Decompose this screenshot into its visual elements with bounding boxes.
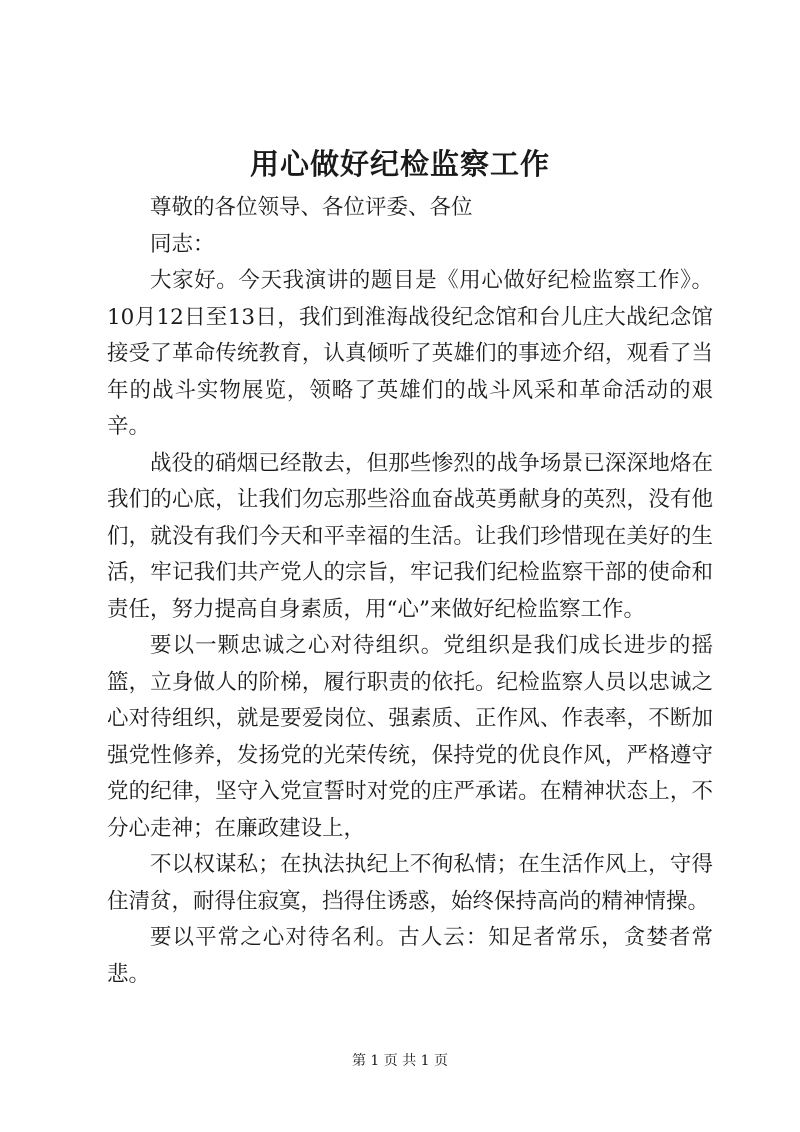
paragraph-fame: 要以平常之心对待名利。古人云：知足者常乐，贪婪者常悲。: [107, 925, 713, 987]
document-title: 用心做好纪检监察工作: [249, 147, 550, 181]
paragraph-salutation: 尊敬的各位领导、各位评委、各位: [150, 195, 473, 220]
paragraph-salutation-cont: 同志：: [150, 231, 215, 257]
page-number-footer: 第 1 页 共 1 页: [351, 1053, 449, 1069]
paragraph-history: 战役的硝烟已经散去，但那些惨烈的战争场景已深深地烙在我们的心底，让我们勿忘那些浴血奋战英勇献身的英烈，没有他们，就没有我们今天和平幸福的生活。让我们珍惜现在美好的生活，牢记我们共产党人的宗旨，牢记我们纪检监察干部的使命和责任，努力提高自身素质，用“心”来做好纪检监察工作。: [107, 450, 713, 622]
paragraph-integrity: 不以权谋私；在执法执纪上不徇私情；在生活作风上，守得住清贫，耐得住寂寞，挡得住诱惑，始终保持高尚的精神情操。: [107, 852, 713, 914]
document-body: [107, 190, 713, 993]
paragraph-intro: 大家好。今天我演讲的题目是《用心做好纪检监察工作》。10月12日至13日，我们到淮海战役纪念馆和台儿庄大战纪念馆接受了革命传统教育，认真倾听了英雄们的事迹介绍，观看了当年的战斗实物展览，领略了英雄们的战斗风采和革命活动的艰辛。: [107, 268, 713, 439]
paragraph-loyalty: 要以一颗忠诚之心对待组织。党组织是我们成长进步的摇篮，立身做人的阶梯，履行职责的依托。纪检监察人员以忠诚之心对待组织，就是要爱岗位、强素质、正作风、作表率，不断加强党性修养，发扬党的光荣传统，保持党的优良作风，严格遵守党的纪律，坚守入党宣誓时对党的庄严承诺。在精神状态上，不分心走神；在廉政建设上，: [107, 633, 713, 841]
